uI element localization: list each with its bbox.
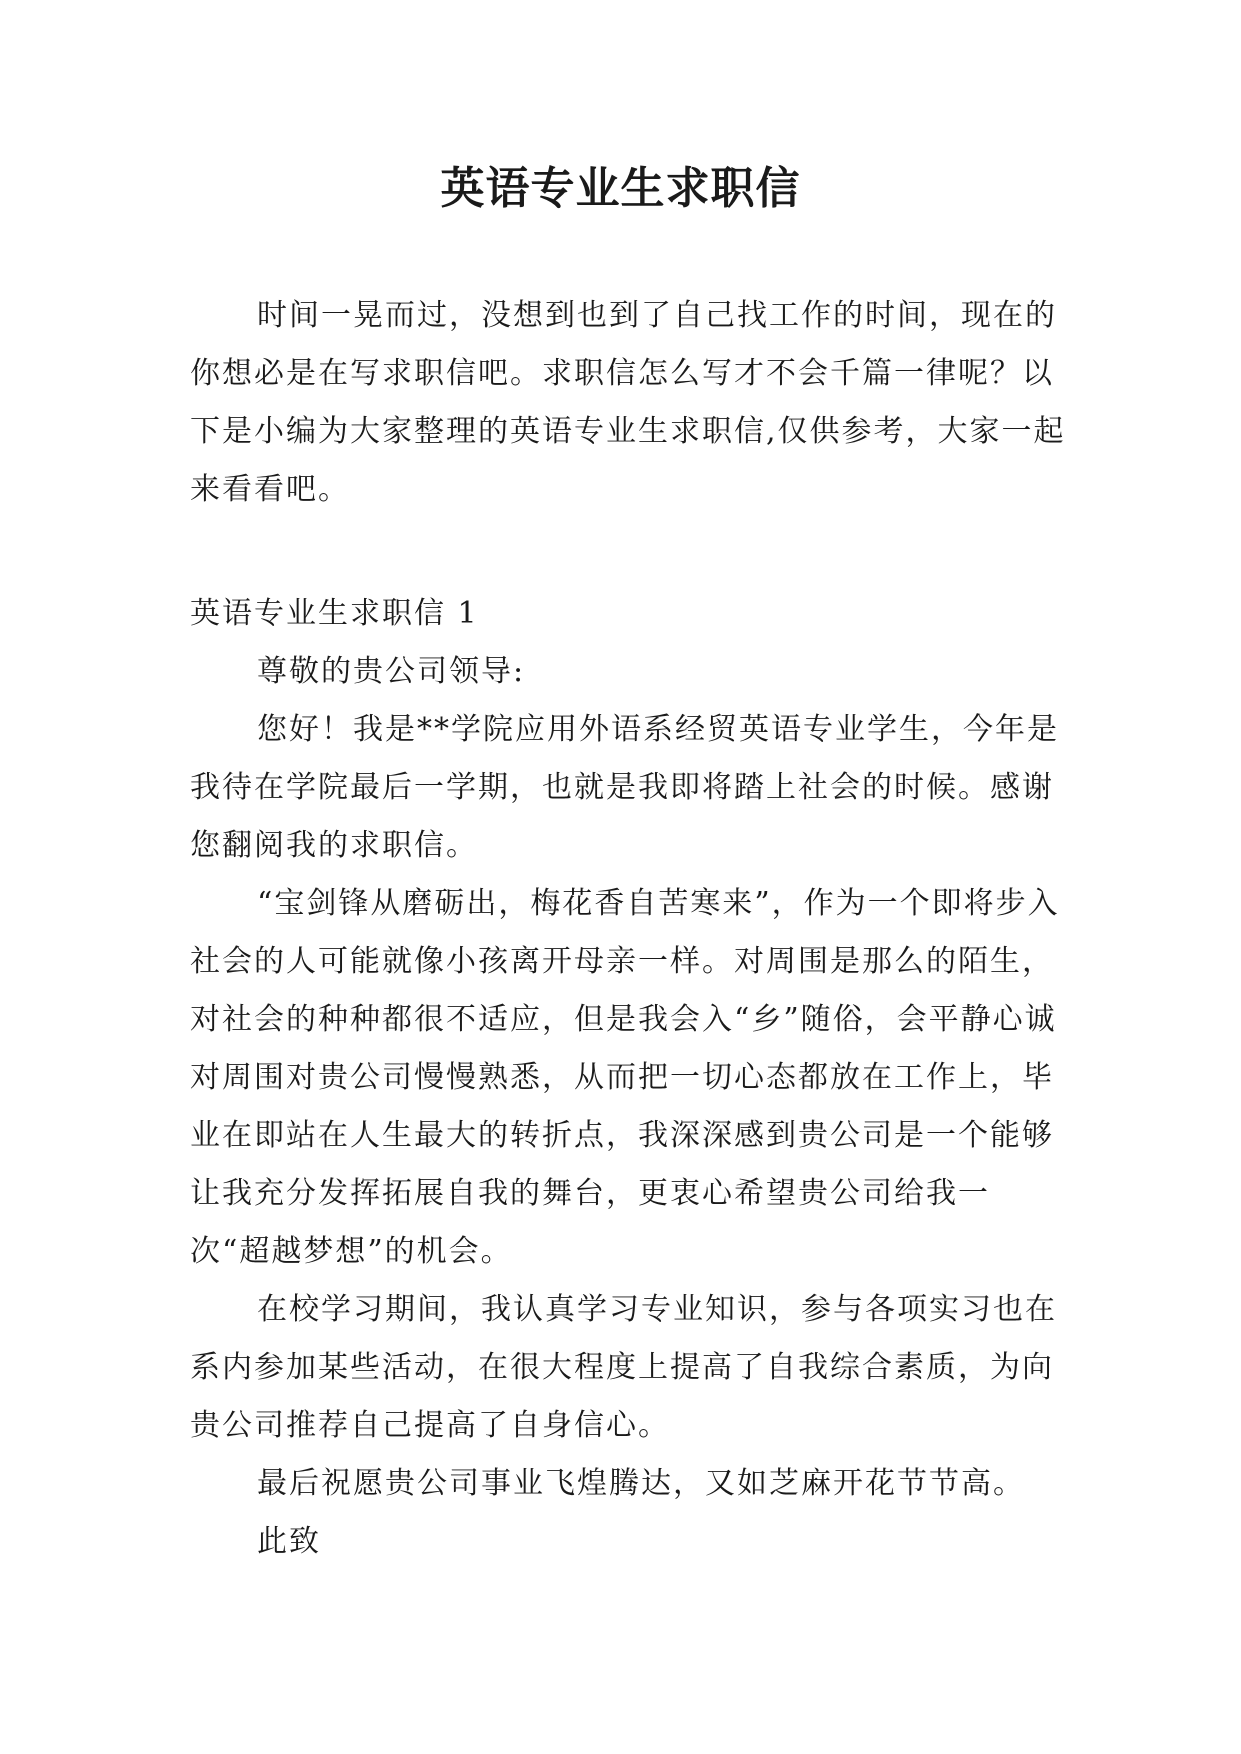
- salutation: 尊敬的贵公司领导:: [257, 654, 526, 689]
- document-body: [190, 287, 1070, 1571]
- closing: 此致: [257, 1524, 321, 1559]
- document-title: 英语专业生求职信: [440, 163, 801, 214]
- paragraph-spacer: [190, 519, 1070, 585]
- section-heading: 英语专业生求职信 1: [190, 596, 479, 631]
- body-paragraph: 在校学习期间，我认真学习专业知识，参与各项实习也在系内参加某些活动，在很大程度上提高了自我综合素质，为向贵公司推荐自己提高了自身信心。: [190, 1292, 1057, 1443]
- body-paragraph: “宝剑锋从磨砺出，梅花香自苦寒来”，作为一个即将步入社会的人可能就像小孩离开母亲一样。对周围是那么的陌生，对社会的种种都很不适应，但是我会入“乡”随俗，会平静心诚对周围对贵公司慢慢熟悉，从而把一切心态都放在工作上，毕业在即站在人生最大的转折点，我深深感到贵公司是一个能够让我充分发挥拓展自我的舞台，更衷心希望贵公司给我一次“超越梦想”的机会。: [190, 886, 1060, 1269]
- body-paragraph: 最后祝愿贵公司事业飞煌腾达，又如芝麻开花节节高。: [257, 1466, 1025, 1501]
- body-paragraph: 您好！我是**学院应用外语系经贸英语专业学生，今年是我待在学院最后一学期，也就是我即将踏上社会的时候。感谢您翻阅我的求职信。: [190, 712, 1059, 863]
- intro-paragraph: 时间一晃而过，没想到也到了自己找工作的时间，现在的你想必是在写求职信吧。求职信怎么写才不会千篇一律呢？以下是小编为大家整理的英语专业生求职信,仅供参考，大家一起来看看吧。: [190, 298, 1066, 507]
